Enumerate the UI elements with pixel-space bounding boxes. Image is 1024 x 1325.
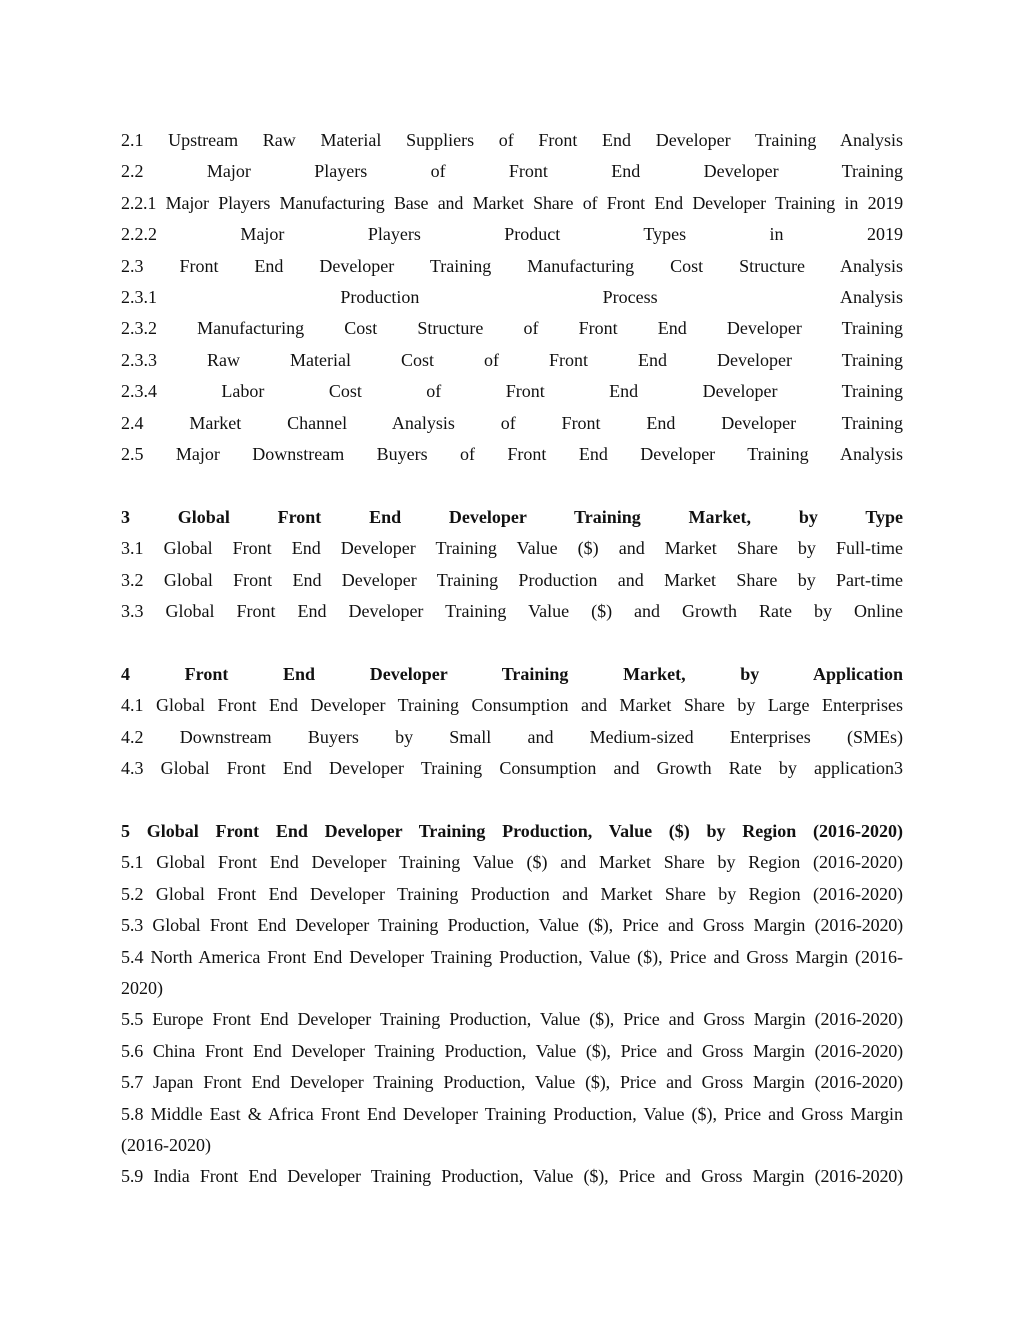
toc-line-2-3: 2.3 Front End Developer Training Manufacturing Cost Structure Analysis [121, 255, 903, 276]
toc-line-4-3: 4.3 Global Front End Developer Training Consumption and Growth Rate by application3 [121, 758, 903, 779]
toc-line-2-3-2: 2.3.2 Manufacturing Cost Structure of Front End Developer Training [121, 318, 903, 339]
toc-line-5-1: 5.1 Global Front End Developer Training Value ($) and Market Share by Region (2016-2020) [121, 852, 903, 873]
toc-heading-3: 3 Global Front End Developer Training Market, by Type [121, 506, 903, 527]
toc-line-3-1: 3.1 Global Front End Developer Training Value ($) and Market Share by Full-time [121, 538, 903, 559]
toc-line-3-3: 3.3 Global Front End Developer Training Value ($) and Growth Rate by Online [121, 601, 903, 622]
toc-line-2-5: 2.5 Major Downstream Buyers of Front End Developer Training Analysis [121, 444, 903, 465]
section-gap [121, 785, 903, 816]
toc-line-2-2: 2.2 Major Players of Front End Developer Training [121, 161, 903, 182]
toc-line-3-2: 3.2 Global Front End Developer Training Production and Market Share by Part-time [121, 569, 903, 590]
toc-line-2-2-2: 2.2.2 Major Players Product Types in 2019 [121, 224, 903, 245]
toc-line-5-5: 5.5 Europe Front End Developer Training Production, Value ($), Price and Gross Margin (2016-2020) [121, 1009, 903, 1030]
toc-line-5-4: 5.4 North America Front End Developer Training Production, Value ($), Price and Gross Margin (2016-2020) [121, 946, 903, 998]
toc-line-5-2: 5.2 Global Front End Developer Training Production and Market Share by Region (2016-2020) [121, 883, 903, 904]
toc-line-2-3-3: 2.3.3 Raw Material Cost of Front End Developer Training [121, 349, 903, 370]
toc-line-5-3: 5.3 Global Front End Developer Training Production, Value ($), Price and Gross Margin (2016-2020) [121, 915, 903, 936]
toc-line-2-1: 2.1 Upstream Raw Material Suppliers of Front End Developer Training Analysis [121, 130, 903, 150]
toc-line-5-6: 5.6 China Front End Developer Training Production, Value ($), Price and Gross Margin (2016-2020) [121, 1040, 903, 1061]
toc-line-2-4: 2.4 Market Channel Analysis of Front End Developer Training [121, 412, 903, 433]
toc-heading-5: 5 Global Front End Developer Training Production, Value ($) by Region (2016-2020) [121, 820, 903, 841]
toc-heading-4: 4 Front End Developer Training Market, by Application [121, 663, 903, 684]
toc-line-2-3-4: 2.3.4 Labor Cost of Front End Developer Training [121, 381, 903, 402]
toc-line-5-9: 5.9 India Front End Developer Training Production, Value ($), Price and Gross Margin (2016-2020) [121, 1166, 903, 1187]
toc-line-2-2-1: 2.2.1 Major Players Manufacturing Base and Market Share of Front End Developer Training in 2019 [121, 192, 903, 213]
document-page [121, 125, 903, 1193]
toc-line-2-3-1: 2.3.1 Production Process Analysis [121, 287, 903, 308]
toc-line-5-7: 5.7 Japan Front End Developer Training Production, Value ($), Price and Gross Margin (2016-2020) [121, 1072, 903, 1093]
toc-line-5-8: 5.8 Middle East & Africa Front End Developer Training Production, Value ($), Price and Gross Margin (2016-2020) [121, 1103, 903, 1155]
toc-line-4-1: 4.1 Global Front End Developer Training Consumption and Market Share by Large Enterprises [121, 695, 903, 716]
toc-line-4-2: 4.2 Downstream Buyers by Small and Medium-sized Enterprises (SMEs) [121, 726, 903, 747]
section-gap [121, 627, 903, 658]
section-gap [121, 470, 903, 501]
